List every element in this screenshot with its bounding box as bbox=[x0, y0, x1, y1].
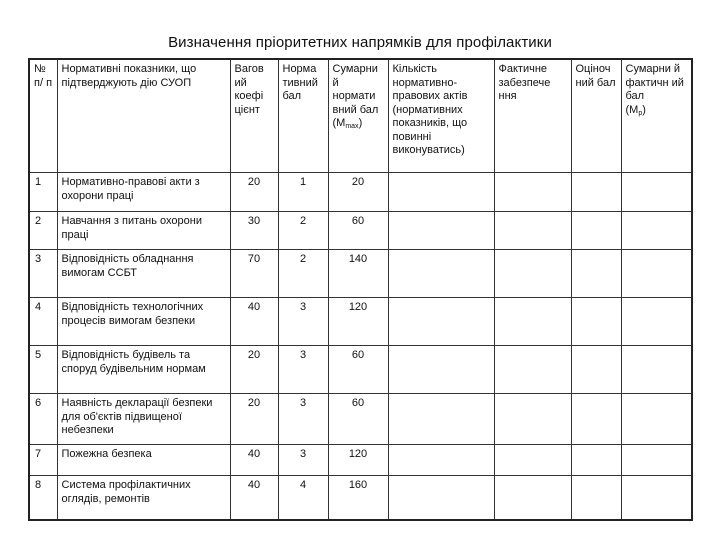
cell-actual bbox=[494, 445, 571, 476]
cell-no: 1 bbox=[29, 173, 57, 212]
cell-total-actual bbox=[621, 445, 692, 476]
cell-total: 60 bbox=[328, 212, 388, 250]
header-no: № п/ п bbox=[29, 59, 57, 173]
cell-name: Навчання з питань охорони праці bbox=[57, 212, 230, 250]
cell-eval bbox=[571, 394, 621, 445]
cell-eval bbox=[571, 173, 621, 212]
cell-total-actual bbox=[621, 250, 692, 298]
header-total-actual-close: ) bbox=[642, 103, 646, 116]
header-total-norm-label: Сумарни й нормати вний бал bbox=[332, 63, 379, 116]
cell-actual bbox=[494, 250, 571, 298]
cell-no: 4 bbox=[29, 298, 57, 346]
header-weight: Вагов ий коефі цієнт bbox=[230, 59, 278, 173]
cell-norm: 2 bbox=[278, 250, 328, 298]
cell-weight: 20 bbox=[230, 394, 278, 445]
header-total-actual bbox=[621, 59, 692, 173]
header-total-actual-open: (М bbox=[625, 103, 639, 116]
cell-norm: 3 bbox=[278, 445, 328, 476]
cell-name: Система профілактичних оглядів, ремонтів bbox=[57, 476, 230, 521]
cell-acts bbox=[388, 476, 494, 521]
cell-total: 140 bbox=[328, 250, 388, 298]
cell-actual bbox=[494, 476, 571, 521]
cell-acts bbox=[388, 250, 494, 298]
cell-no: 5 bbox=[29, 346, 57, 394]
header-eval-score: Оціноч ний бал bbox=[571, 59, 621, 173]
header-total-norm-close: ) bbox=[358, 117, 363, 129]
cell-actual bbox=[494, 346, 571, 394]
cell-total: 120 bbox=[328, 445, 388, 476]
cell-norm: 2 bbox=[278, 212, 328, 250]
cell-no: 2 bbox=[29, 212, 57, 250]
cell-eval bbox=[571, 476, 621, 521]
cell-weight: 40 bbox=[230, 298, 278, 346]
cell-norm: 3 bbox=[278, 394, 328, 445]
cell-name: Наявність декларації безпеки для об'єктів підвищеної небезпеки bbox=[57, 394, 230, 445]
header-total-actual-label: Сумарни й фактичн ий бал bbox=[625, 63, 684, 102]
cell-no: 8 bbox=[29, 476, 57, 521]
cell-total-actual bbox=[621, 346, 692, 394]
cell-name: Відповідність будівель та споруд будівельним нормам bbox=[57, 346, 230, 394]
cell-acts bbox=[388, 346, 494, 394]
cell-norm: 4 bbox=[278, 476, 328, 521]
cell-total-actual bbox=[621, 298, 692, 346]
cell-eval bbox=[571, 212, 621, 250]
cell-eval bbox=[571, 250, 621, 298]
cell-total-actual bbox=[621, 173, 692, 212]
table-row bbox=[29, 346, 692, 394]
cell-eval bbox=[571, 445, 621, 476]
cell-name: Відповідність обладнання вимогам ССБТ bbox=[57, 250, 230, 298]
page-title: Визначення пріоритетних напрямків для профілактики bbox=[168, 34, 552, 51]
header-total-norm bbox=[328, 59, 388, 173]
cell-acts bbox=[388, 394, 494, 445]
header-norm-score: Норма тивний бал bbox=[278, 59, 328, 173]
cell-name: Відповідність технологічних процесів вимогам безпеки bbox=[57, 298, 230, 346]
cell-weight: 20 bbox=[230, 173, 278, 212]
cell-total: 120 bbox=[328, 298, 388, 346]
header-total-actual-sub: р bbox=[638, 109, 643, 117]
cell-total: 20 bbox=[328, 173, 388, 212]
table-row bbox=[29, 250, 692, 298]
header-indicators: Нормативні показники, що підтверджують дію СУОП bbox=[57, 59, 230, 173]
table-row bbox=[29, 445, 692, 476]
cell-name: Пожежна безпека bbox=[57, 445, 230, 476]
table-row bbox=[29, 476, 692, 521]
cell-weight: 30 bbox=[230, 212, 278, 250]
cell-no: 7 bbox=[29, 445, 57, 476]
cell-eval bbox=[571, 346, 621, 394]
cell-total: 60 bbox=[328, 346, 388, 394]
cell-actual bbox=[494, 212, 571, 250]
cell-acts bbox=[388, 173, 494, 212]
cell-total-actual bbox=[621, 476, 692, 521]
cell-no: 6 bbox=[29, 394, 57, 445]
cell-total: 60 bbox=[328, 394, 388, 445]
table-row bbox=[29, 173, 692, 212]
header-total-norm-open: (М bbox=[332, 117, 346, 129]
cell-actual bbox=[494, 298, 571, 346]
table-row bbox=[29, 394, 692, 445]
cell-total: 160 bbox=[328, 476, 388, 521]
cell-weight: 70 bbox=[230, 250, 278, 298]
cell-actual bbox=[494, 394, 571, 445]
cell-total-actual bbox=[621, 212, 692, 250]
header-actual: Фактичне забезпече ння bbox=[494, 59, 571, 173]
table-row bbox=[29, 298, 692, 346]
cell-weight: 40 bbox=[230, 445, 278, 476]
table-row bbox=[29, 212, 692, 250]
cell-weight: 20 bbox=[230, 346, 278, 394]
cell-acts bbox=[388, 445, 494, 476]
header-row bbox=[29, 59, 692, 173]
header-total-norm-sub: max bbox=[345, 123, 359, 130]
cell-total-actual bbox=[621, 394, 692, 445]
cell-acts bbox=[388, 212, 494, 250]
cell-norm: 3 bbox=[278, 298, 328, 346]
cell-no: 3 bbox=[29, 250, 57, 298]
cell-eval bbox=[571, 298, 621, 346]
cell-actual bbox=[494, 173, 571, 212]
cell-norm: 1 bbox=[278, 173, 328, 212]
cell-weight: 40 bbox=[230, 476, 278, 521]
cell-acts bbox=[388, 298, 494, 346]
priority-table bbox=[28, 58, 693, 521]
header-acts-count: Кількість нормативно-правових актів (нормативних показників, що повинні виконуватись) bbox=[388, 59, 494, 173]
cell-norm: 3 bbox=[278, 346, 328, 394]
cell-name: Нормативно-правові акти з охорони праці bbox=[57, 173, 230, 212]
